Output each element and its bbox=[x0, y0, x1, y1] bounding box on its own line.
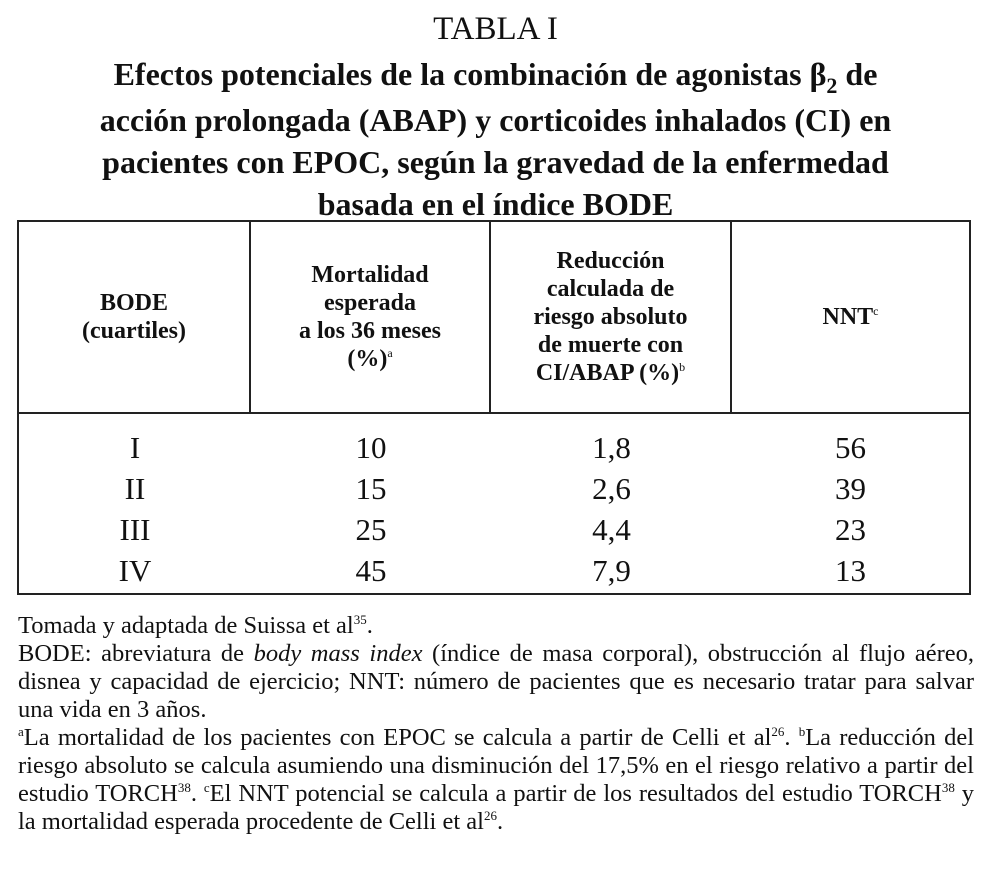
table-row bbox=[19, 427, 969, 468]
cell-bode: I bbox=[129, 430, 141, 465]
title-line-4: basada en el índice BODE bbox=[317, 186, 674, 222]
cell-reduccion: 1,8 bbox=[592, 430, 631, 465]
cell-reduccion: 4,4 bbox=[592, 512, 631, 547]
footnote-c-mark: c bbox=[203, 779, 210, 795]
header-mortalidad: Mortalidad esperada a los 36 meses (%)$^a$ bbox=[251, 222, 491, 412]
table-label: TABLA I bbox=[433, 11, 558, 47]
table-row bbox=[19, 509, 969, 550]
table-body bbox=[19, 427, 969, 591]
footnote-b-mark: b bbox=[798, 723, 806, 739]
footnote-marker-b: b bbox=[679, 360, 686, 374]
cell-bode: III bbox=[119, 512, 151, 547]
cell-mortalidad: 25 bbox=[355, 512, 387, 547]
header-nnt: NNT$^c$ bbox=[822, 304, 879, 330]
table-row bbox=[19, 550, 969, 591]
abbreviations-note: BODE: abreviatura de body mass index (índice de masa corporal), obstrucción al flujo aéreo, disnea y capacidad de ejercicio; NNT: número de pacientes que es necesario tratar para salvar una vida en 3 años. bbox=[18, 640, 974, 723]
cell-mortalidad: 15 bbox=[355, 471, 387, 506]
cell-mortalidad: 10 bbox=[355, 430, 387, 465]
footnote-b: La reducción del riesgo absoluto se calcula asumiendo una disminución del 17,5% en el riesgo relativo a partir del estudio TORCH bbox=[18, 724, 974, 807]
header-bode: BODE (cuartiles) bbox=[19, 222, 251, 412]
footnote-a: La mortalidad de los pacientes con EPOC se calcula a partir de Celli et al bbox=[23, 724, 772, 751]
title-line-1: Efectos potenciales de la combinación de agonistas $\beta_2$ de bbox=[113, 56, 878, 98]
footnote-a-mark: a bbox=[18, 723, 24, 739]
cell-bode: IV bbox=[118, 553, 152, 588]
title-line-2: acción prolongada (ABAP) y corticoides inhalados (CI) en bbox=[99, 102, 892, 138]
beta-subscript: 2 bbox=[826, 73, 838, 98]
cell-reduccion: 7,9 bbox=[592, 553, 631, 588]
footnotes: $^a$La mortalidad de los pacientes con EPOC se calcula a partir de Celli et al$^{26}$. $^b$La reducción del riesgo absoluto se calcula asumiendo una disminución del 17,5% en el riesgo relativo a partir del estudio TORCH$^{38}$. $^c$El NNT potencial se calcula a partir de los resultados del estudio TORCH$^{38}$ y la mortalidad esperada procedente de Celli et al$^{26}$. bbox=[18, 723, 974, 835]
cell-bode: II bbox=[124, 471, 146, 506]
cell-nnt: 56 bbox=[835, 430, 866, 465]
beta-symbol: β bbox=[809, 56, 827, 92]
table-notes bbox=[18, 612, 974, 836]
cell-nnt: 13 bbox=[835, 553, 866, 588]
table-row bbox=[19, 468, 969, 509]
data-table bbox=[17, 220, 971, 595]
table-header-row bbox=[19, 222, 969, 414]
footnote-marker-a: a bbox=[387, 346, 393, 360]
cell-mortalidad: 45 bbox=[355, 553, 387, 588]
footnote-marker-c: c bbox=[873, 304, 879, 318]
cell-reduccion: 2,6 bbox=[592, 471, 631, 506]
footnote-c: El NNT potencial se calcula a partir de los resultados del estudio TORCH bbox=[209, 780, 942, 807]
source-note: Tomada y adaptada de Suissa et al$^{35}$. bbox=[18, 611, 373, 639]
table-title bbox=[20, 53, 971, 225]
cell-nnt: 39 bbox=[835, 471, 866, 506]
header-reduccion: Reducción calculada de riesgo absoluto de muerte con CI/ABAP (%)$^b$ bbox=[491, 222, 732, 412]
cell-nnt: 23 bbox=[835, 512, 866, 547]
title-line-3: pacientes con EPOC, según la gravedad de la enfermedad bbox=[102, 144, 889, 180]
